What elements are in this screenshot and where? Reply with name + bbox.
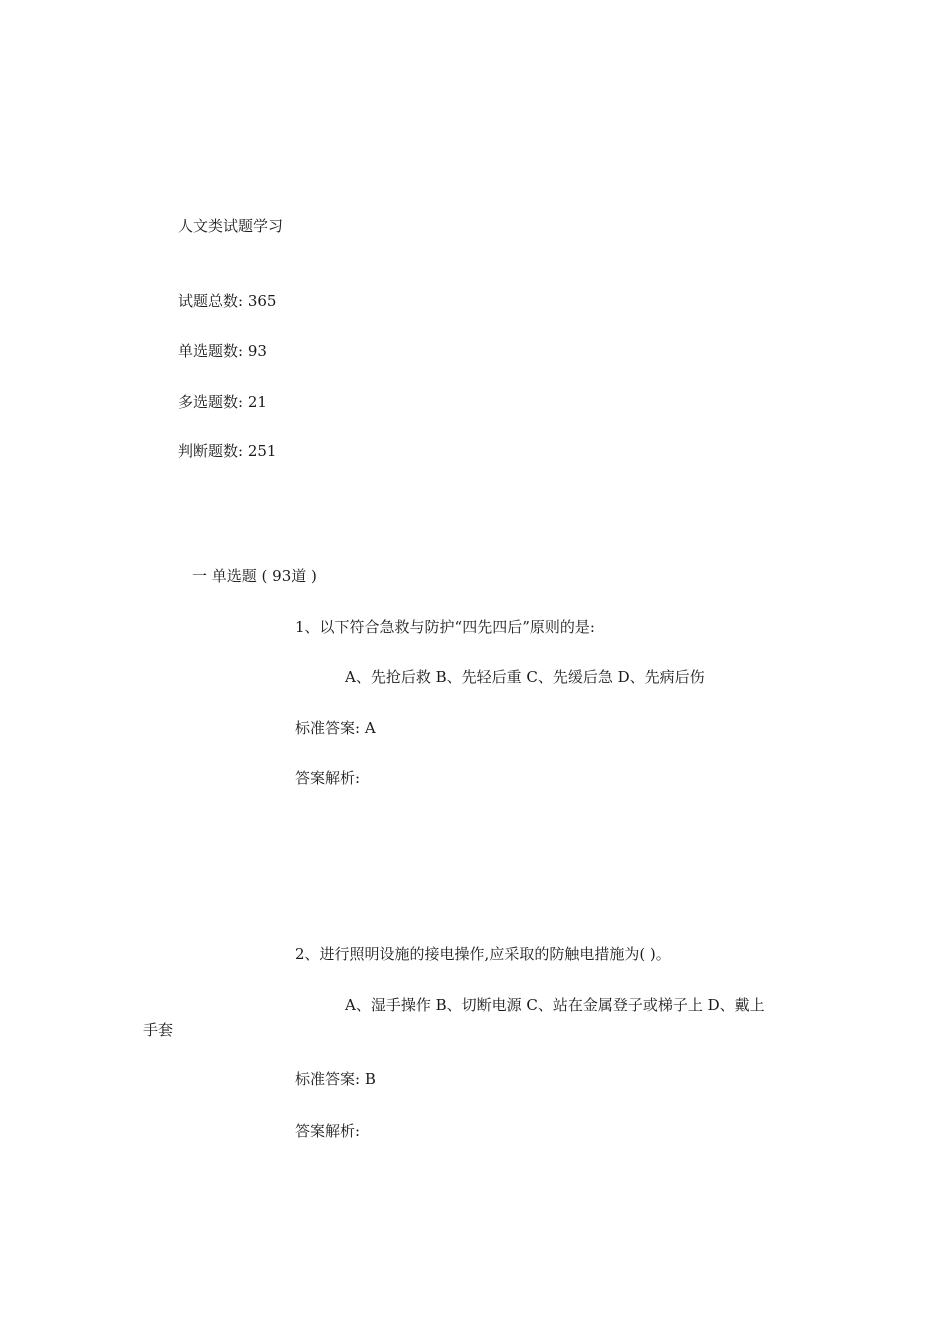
stat-true-false-count: 判断题数: 251 [178,442,277,460]
stat-single-choice-count: 单选题数: 93 [178,342,267,360]
question-options: A、先抢后救 B、先轻后重 C、先缓后急 D、先病后伤 [345,668,705,686]
answer-analysis-label: 答案解析: [295,1122,361,1140]
question-stem: 1、以下符合急救与防护“四先四后”原则的是: [295,618,595,636]
section-heading-single-choice: 一 单选题 ( 93道 ) [192,567,317,585]
question-stem: 2、进行照明设施的接电操作,应采取的防触电措施为( )。 [295,945,671,963]
stat-multiple-choice-count: 多选题数: 21 [178,393,267,411]
question-options: A、湿手操作 B、切断电源 C、站在金属登子或梯子上 D、戴上 [345,996,765,1014]
standard-answer: 标准答案: A [295,719,376,737]
stat-total-count: 试题总数: 365 [178,292,277,310]
question-options-continued: 手套 [143,1021,174,1039]
answer-analysis-label: 答案解析: [295,769,361,787]
document-title: 人文类试题学习 [178,217,284,235]
standard-answer: 标准答案: B [295,1070,376,1088]
